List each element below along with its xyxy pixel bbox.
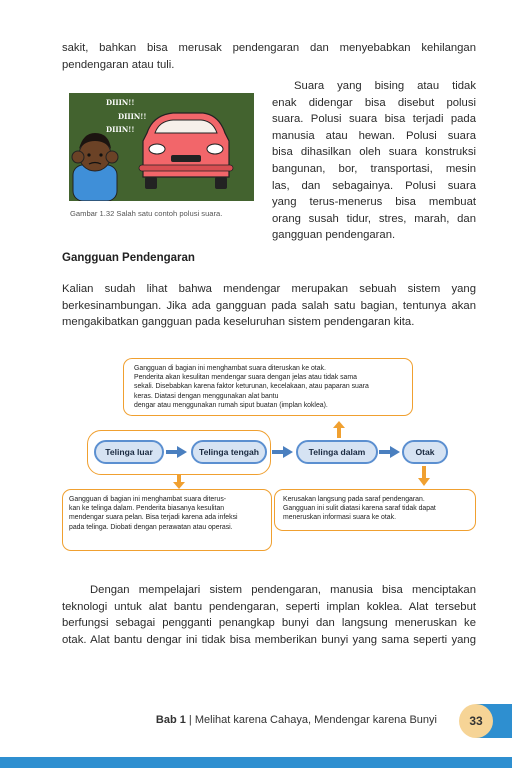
nerve-disorder-note — [274, 489, 476, 531]
bottom-accent-bar — [0, 757, 512, 768]
note-line: Gangguan di bagian ini menghambat suara diterus- — [69, 496, 227, 503]
polusi-line: manusia atau hewan. Polusi suara — [272, 129, 476, 142]
closing-paragraph — [62, 582, 476, 648]
closing-line: berfungsi sebagai pengganti penangkap bunyi dan langsung meneruskan ke — [62, 617, 476, 630]
note-line: pada telinga. Diobati dengan perawatan atau operasi. — [69, 523, 233, 531]
polusi-line: enak didengar bisa disebut polusi — [272, 96, 476, 109]
note-line: Penderita akan kesulitan mendengar suara dengan jelas atau tidak sama — [134, 374, 357, 382]
note-line: meneruskan informasi suara ke otak. — [283, 514, 396, 522]
note-line: Gangguan ini sulit diatasi karena saraf tidak dapat — [283, 505, 436, 513]
illustration-drawing — [69, 93, 254, 201]
chapter-label: Bab 1 — [155, 714, 186, 726]
note-line: Gangguan di bagian ini menghambat suara diteruskan ke otak. — [134, 365, 326, 372]
polusi-paragraph — [272, 78, 476, 244]
polusi-line: yang terus-menerus bisa membuat — [272, 196, 476, 209]
polusi-line: suara. Polusi suara bisa terjadi pada — [272, 113, 476, 126]
chapter-title: Melihat karena Cahaya, Mendengar karena Bunyi — [194, 714, 437, 726]
middle-ear-disorder-note — [62, 489, 272, 551]
note-line: mendengar suara pelan. Bisa terjadi karena ada infeksi — [69, 514, 238, 522]
arrow-up-icon — [333, 421, 345, 438]
closing-line: Dengan mempelajari sistem pendengaran, manusia bisa menciptakan — [90, 584, 476, 596]
polusi-line: gangguan pendengaran. — [272, 229, 396, 242]
polusi-line: las, dan sebagainya. Polusi suara — [272, 179, 476, 192]
polusi-line: bisa dihasilkan oleh suara konstruksi — [272, 146, 476, 159]
node-telinga-dalam: Telinga dalam — [296, 440, 378, 464]
node-telinga-luar: Telinga luar — [94, 440, 164, 464]
intro-line: sakit, bahkan bisa merusak pendengaran dan menyebabkan kehilangan — [62, 42, 476, 54]
note-line: sekali. Disebabkan karena faktor keturunan, kecelakaan, atau paparan suara — [134, 383, 369, 391]
page-number: 33 — [459, 704, 493, 738]
section-line: Kalian sudah lihat bahwa mendengar merupakan sebuah sistem yang — [62, 283, 476, 295]
arrow-right-icon — [379, 446, 401, 458]
inner-ear-disorder-note — [123, 358, 413, 416]
node-telinga-tengah: Telinga tengah — [191, 440, 267, 464]
footer-separator: | — [188, 714, 192, 726]
section-line: berkesinambungan. Jika ada gangguan pada salah satu bagian, tentunya akan — [62, 299, 476, 312]
sound-text: DIIIN!! — [118, 112, 147, 121]
intro-paragraph — [62, 40, 476, 73]
polusi-line: bangunan, bor, transportasi, mesin — [272, 162, 476, 175]
polusi-line: orang susah tidur, stres, marah, dan — [272, 212, 476, 225]
sound-text: DIIIN!! — [106, 125, 135, 134]
section-paragraph — [62, 281, 476, 331]
note-line: kan ke telinga dalam. Penderita biasanya kesulitan — [69, 505, 225, 513]
closing-line: otak. Alat bantu dengar ini tidak bisa memberikan bunyi yang sama seperti yang — [62, 633, 476, 646]
arrow-down-icon — [418, 466, 430, 486]
node-otak: Otak — [402, 440, 448, 464]
sound-text: DIIIN!! — [106, 98, 135, 107]
note-line: dengar atau menggunakan rumah siput buatan (implan koklea). — [134, 401, 328, 409]
polusi-line: Suara yang bising atau tidak — [294, 80, 476, 92]
intro-line: pendengaran atau tuli. — [62, 58, 175, 71]
noise-pollution-illustration — [69, 93, 254, 201]
running-footer — [0, 714, 437, 726]
section-line: mengakibatkan gangguan pada keseluruhan sistem pendengaran kita. — [62, 316, 415, 329]
arrow-right-icon — [166, 446, 188, 458]
closing-line: teknologi untuk alat bantu pendengaran, seperti implan koklea. Alat tersebut — [62, 600, 476, 613]
arrow-right-icon — [272, 446, 294, 458]
note-line: keras. Diatasi dengan menggunakan alat bantu — [134, 392, 279, 400]
note-line: Kerusakan langsung pada saraf pendengaran. — [283, 496, 425, 503]
arrow-down-icon — [173, 475, 185, 489]
figure-caption: Gambar 1.32 Salah satu contoh polusi suara. — [70, 209, 223, 218]
section-heading: Gangguan Pendengaran — [62, 252, 195, 264]
